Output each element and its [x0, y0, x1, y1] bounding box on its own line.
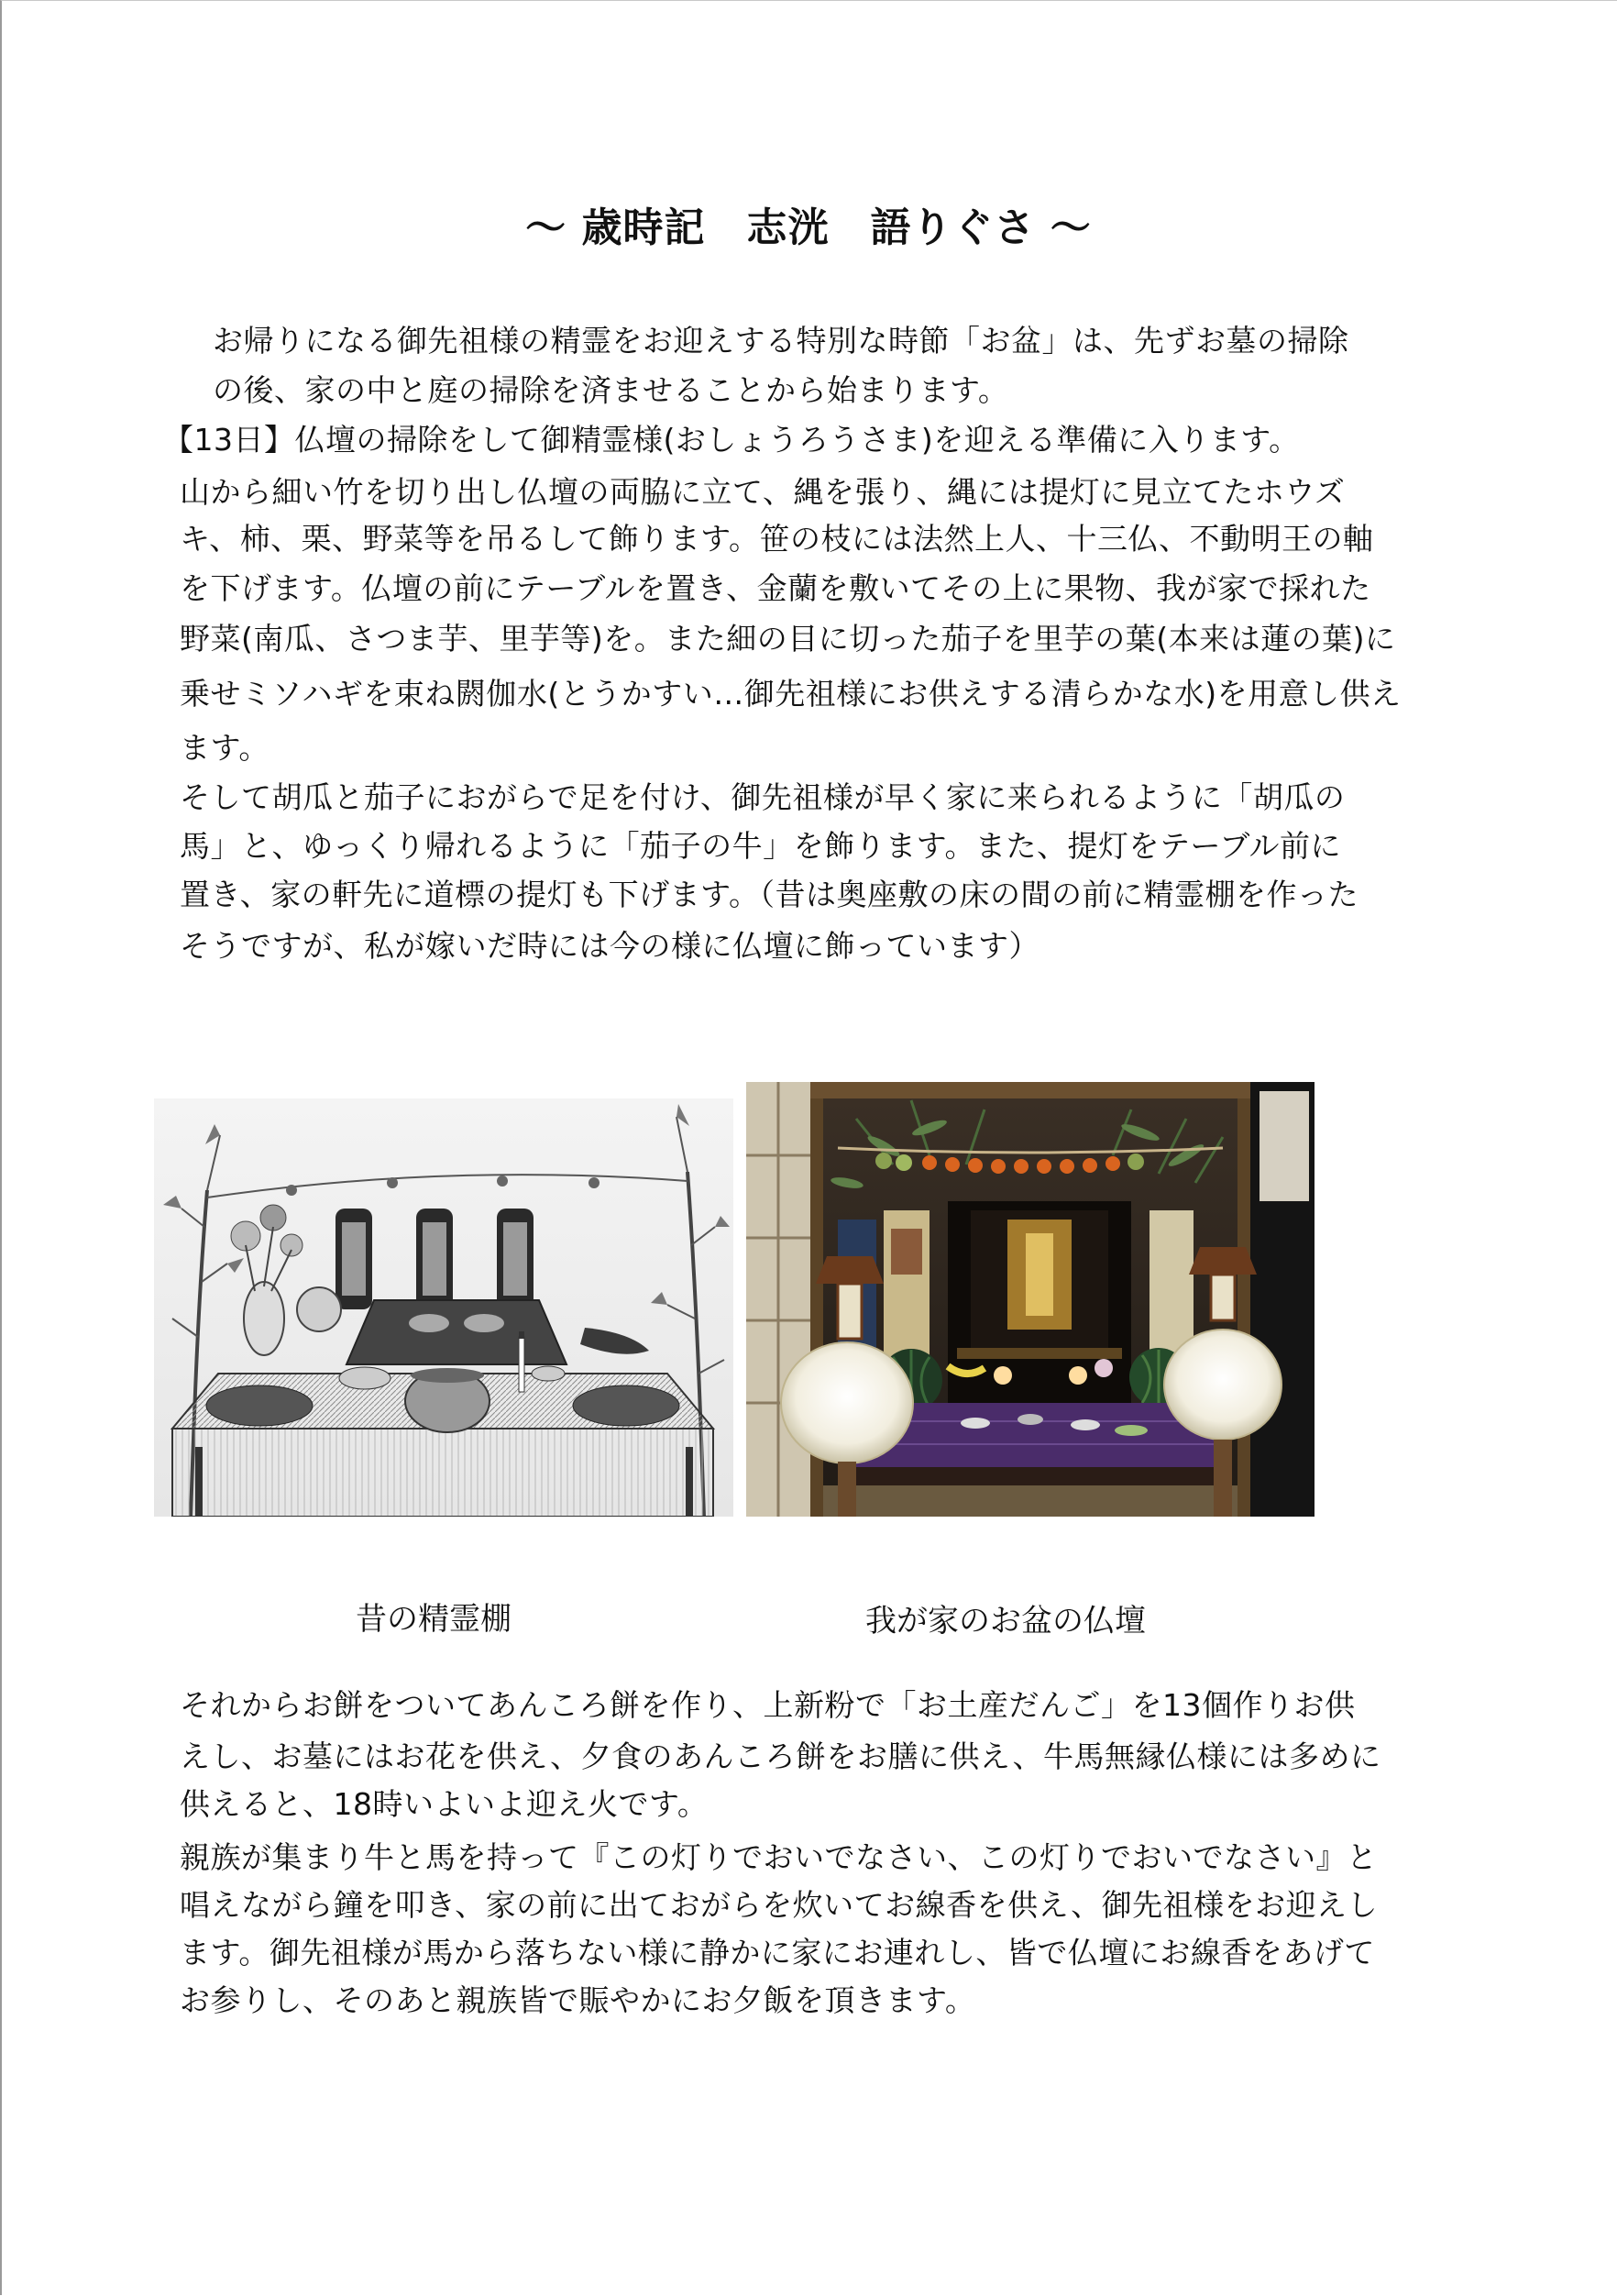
body-line: 山から細い竹を切り出し仏壇の両脇に立て、縄を張り、縄には提灯に見立てたホウズ: [180, 474, 1346, 510]
body-line: ます。御先祖様が馬から落ちない様に静かに家にお連れし、皆で仏壇にお線香をあげて: [180, 1935, 1375, 1970]
body-line: それからお餅をついてあんころ餅を作り、上新粉で「お土産だんご」を13個作りお供: [180, 1687, 1356, 1723]
family-altar-caption: 我が家のお盆の仏壇: [865, 1603, 1146, 1639]
family-obon-altar-photo: [746, 1082, 1314, 1517]
body-line: 供えると、18時いよいよ迎え火です。: [180, 1786, 709, 1822]
body-line: 馬」と、ゆっくり帰れるように「茄子の牛」を飾ります。また、提灯をテーブル前に: [180, 828, 1342, 864]
body-line: 野菜(南瓜、さつま芋、里芋等)を。また細の目に切った茄子を里芋の葉(本来は蓮の葉)に: [180, 621, 1396, 657]
page-title: 〜 歳時記 志洸 語りぐさ 〜: [525, 204, 1092, 251]
body-line: ます。: [180, 730, 270, 766]
body-line: 乗せミソハギを束ね閼伽水(とうかすい…御先祖様にお供えする清らかな水)を用意し供え: [180, 676, 1402, 712]
intro-line: の後、家の中と庭の掃除を済ませることから始まります。: [213, 372, 1009, 408]
old-spirit-shelf-caption: 昔の精霊棚: [356, 1601, 512, 1638]
body-line: そして胡瓜と茄子におがらで足を付け、御先祖様が早く家に来られるように「胡瓜の: [180, 779, 1346, 815]
body-line: キ、柿、栗、野菜等を吊るして飾ります。笹の枝には法然上人、十三仏、不動明王の軸: [180, 521, 1374, 557]
body-line: 唱えながら鐘を叩き、家の前に出ておがらを炊いてお線香を供え、御先祖様をお迎えし: [180, 1887, 1379, 1923]
body-line: 置き、家の軒先に道標の提灯も下げます。（昔は奥座敷の床の間の前に精霊棚を作った: [180, 877, 1359, 912]
body-line: お参りし、そのあと親族皆で賑やかにお夕飯を頂きます。: [180, 1982, 976, 2018]
intro-line: お帰りになる御先祖様の精霊をお迎えする特別な時節「お盆」は、先ずお墓の掃除: [213, 323, 1349, 359]
body-line: を下げます。仏壇の前にテーブルを置き、金蘭を敷いてその上に果物、我が家で採れた: [180, 570, 1371, 606]
body-line: そうですが、私が嫁いだ時には今の様に仏壇に飾っています）: [180, 928, 1040, 964]
body-line: 親族が集まり牛と馬を持って『この灯りでおいでなさい、この灯りでおいでなさい』と: [180, 1839, 1378, 1875]
old-spirit-shelf-illustration: [154, 1098, 733, 1517]
day13-heading: 【13日】仏壇の掃除をして御精霊様(おしょうろうさま)を迎える準備に入ります。: [163, 422, 1300, 458]
body-line: えし、お墓にはお花を供え、夕食のあんころ餅をお膳に供え、牛馬無縁仏様には多めに: [180, 1739, 1381, 1774]
